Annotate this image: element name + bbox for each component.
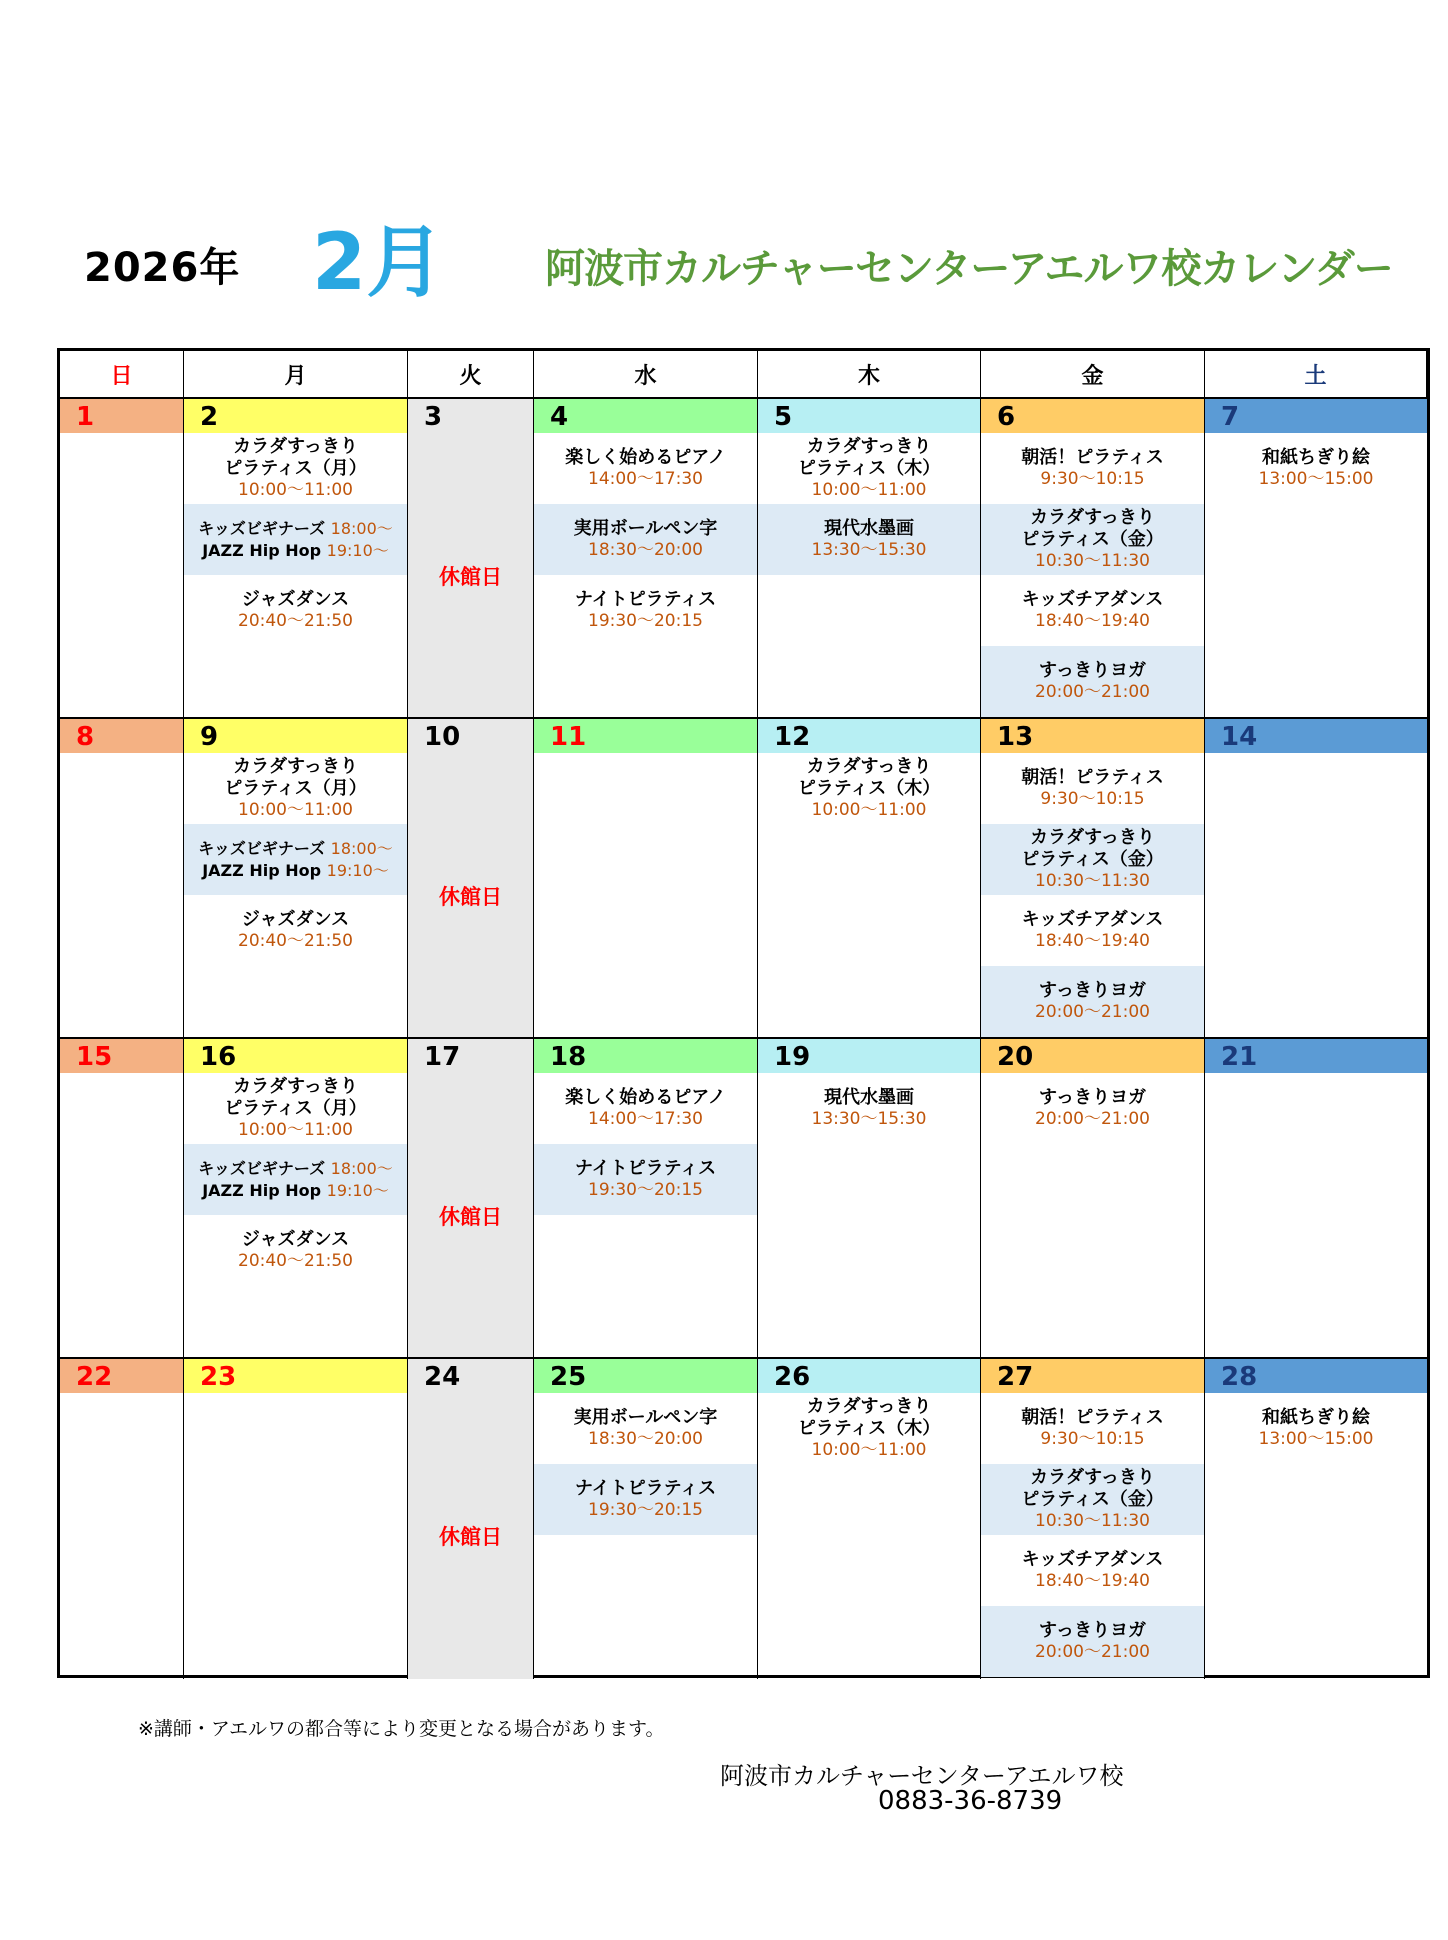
day-cell [184,1039,408,1359]
event-name: 朝活！ピラティス [1021,447,1164,468]
day-number: 10 [424,722,461,752]
event-name: 実用ボールペン字 [573,518,718,539]
event-name: ナイトピラティス [574,1478,717,1499]
event-time: 20:00～21:00 [1035,1109,1150,1129]
day-cell [408,1359,534,1679]
event-time: 14:00～17:30 [588,1109,703,1129]
day-cell [981,399,1205,719]
event-time: 20:40～21:50 [238,931,353,951]
closed-label: 休館日 [439,1205,502,1229]
event-time: 20:00～21:00 [1035,1642,1150,1662]
event-time: 9:30～10:15 [1040,789,1145,809]
day-cell [1205,1039,1427,1359]
event-time: 13:00～15:00 [1258,1429,1374,1449]
event-time: 10:00～11:00 [238,1120,353,1140]
day-cell [60,1039,184,1359]
event-name: カラダすっきり [806,436,932,457]
event-item [184,753,407,824]
event-item [534,1464,757,1535]
day-number: 7 [1205,399,1427,433]
day-number: 14 [1205,719,1427,753]
event-item [758,1073,980,1144]
event-name: ピラティス（月） [224,1098,367,1119]
event-line [198,838,393,860]
event-name: すっきりヨガ [1039,660,1146,681]
footer-phone: 0883-36-8739 [878,1786,1063,1816]
day-number: 18 [534,1039,757,1073]
event-item [981,966,1204,1037]
event-time: 10:00～11:00 [238,800,353,820]
event-time: 20:00～21:00 [1035,1002,1150,1022]
day-cell [408,1039,534,1359]
event-item [981,646,1204,717]
event-time: 18:40～19:40 [1035,1571,1150,1591]
day-number: 22 [60,1359,183,1393]
event-time: 10:00～11:00 [811,1440,927,1460]
event-name: カラダすっきり [1030,1467,1155,1488]
day-cell [534,399,758,719]
event-item [1205,1393,1427,1464]
day-number: 19 [758,1039,980,1073]
event-name: ピラティス（金） [1021,849,1164,870]
event-item [981,433,1204,504]
event-name: JAZZ Hip Hop [202,1180,322,1200]
event-time: 20:40～21:50 [238,611,353,631]
event-item [534,1144,757,1215]
event-name: 和紙ちぎり絵 [1262,1407,1370,1428]
event-line [198,518,393,540]
event-name: カラダすっきり [1030,507,1155,528]
event-name: 楽しく始めるピアノ [565,1087,726,1108]
event-name: すっきりヨガ [1039,1087,1146,1108]
event-item [184,824,407,895]
day-cell [758,399,981,719]
event-item [184,895,407,966]
event-name: カラダすっきり [233,756,358,777]
event-item [184,433,407,504]
day-number: 11 [534,719,757,753]
event-item [534,433,757,504]
calendar-year: 2026年 [84,245,241,291]
event-time: 10:30～11:30 [1035,551,1150,571]
event-name: 現代水墨画 [824,518,914,539]
day-number: 4 [534,399,757,433]
day-number: 28 [1205,1359,1427,1393]
day-number: 6 [981,399,1204,433]
event-line [198,1158,393,1180]
event-time: 10:30～11:30 [1035,871,1150,891]
day-number: 21 [1205,1039,1427,1073]
day-number: 2 [184,399,407,433]
day-number: 9 [184,719,407,753]
event-item [184,1144,407,1215]
footer-organization: 阿波市カルチャーセンターアエルワ校 [720,1762,1124,1790]
day-cell [534,1359,758,1679]
event-time: 9:30～10:15 [1040,469,1145,489]
event-name: ジャズダンス [241,589,350,610]
event-name: JAZZ Hip Hop [202,540,322,560]
closed-label: 休館日 [439,565,502,589]
weekday-header: 土 [1205,351,1427,399]
day-number: 27 [981,1359,1204,1393]
event-time: 13:30～15:30 [811,1109,927,1129]
event-time: 14:00～17:30 [588,469,703,489]
event-time: 10:30～11:30 [1035,1511,1150,1531]
weekday-header: 木 [758,351,981,399]
weekday-header: 日 [60,351,184,399]
event-item [534,1073,757,1144]
day-cell [981,1039,1205,1359]
event-name: 朝活！ピラティス [1021,767,1164,788]
event-name: カラダすっきり [806,756,932,777]
event-name: キッズチアダンス [1021,1549,1164,1570]
event-line [202,1180,389,1202]
event-time: 19:10～ [326,540,389,560]
day-cell [408,399,534,719]
calendar-grid [57,348,1430,1678]
day-cell [60,719,184,1039]
day-cell [408,719,534,1039]
event-item [184,1215,407,1286]
weekday-header: 金 [981,351,1205,399]
day-number: 12 [758,719,980,753]
event-time: 19:30～20:15 [588,611,703,631]
event-time: 18:00～ [330,838,393,858]
day-cell [758,1359,981,1679]
event-name: キッズビギナーズ [198,1158,326,1178]
event-time: 20:40～21:50 [238,1251,353,1271]
event-item [758,504,980,575]
event-name: キッズビギナーズ [198,838,326,858]
day-number: 17 [424,1042,461,1072]
day-number: 26 [758,1359,980,1393]
day-cell [981,1359,1205,1679]
event-name: ピラティス（金） [1021,1489,1164,1510]
event-name: ジャズダンス [241,909,350,930]
event-item [981,895,1204,966]
event-name: ピラティス（木） [797,1418,941,1439]
closed-label: 休館日 [439,885,502,909]
event-item [1205,433,1427,504]
event-name: ジャズダンス [241,1229,350,1250]
weekday-header: 火 [408,351,534,399]
event-name: 実用ボールペン字 [573,1407,718,1428]
event-name: JAZZ Hip Hop [202,860,322,880]
event-time: 20:00～21:00 [1035,682,1150,702]
event-time: 19:30～20:15 [588,1180,703,1200]
day-cell [184,1359,408,1679]
weekday-header: 月 [184,351,408,399]
event-name: キッズチアダンス [1021,589,1164,610]
event-name: ピラティス（月） [224,778,367,799]
day-number: 13 [981,719,1204,753]
day-number: 24 [424,1362,461,1392]
day-number: 5 [758,399,980,433]
event-time: 18:30～20:00 [588,1429,703,1449]
event-item [758,433,980,504]
event-time: 18:30～20:00 [588,540,703,560]
event-item [184,575,407,646]
event-item [981,1393,1204,1464]
event-time: 10:00～11:00 [811,480,927,500]
event-item [758,1393,980,1464]
day-cell [60,1359,184,1679]
day-number: 16 [184,1039,407,1073]
event-time: 19:10～ [326,860,389,880]
event-name: カラダすっきり [806,1396,932,1417]
closed-label: 休館日 [439,1525,502,1549]
event-time: 19:30～20:15 [588,1500,703,1520]
event-name: カラダすっきり [233,436,358,457]
day-number: 1 [60,399,183,433]
event-item [981,824,1204,895]
day-cell [184,399,408,719]
event-name: すっきりヨガ [1039,1620,1146,1641]
day-number: 8 [60,719,183,753]
event-time: 18:00～ [330,518,393,538]
day-cell [184,719,408,1039]
event-name: ピラティス（木） [797,778,941,799]
day-number: 15 [60,1039,183,1073]
day-cell [981,719,1205,1039]
event-time: 13:30～15:30 [811,540,927,560]
event-name: キッズビギナーズ [198,518,326,538]
day-cell [1205,399,1427,719]
event-name: カラダすっきり [233,1076,358,1097]
event-name: ピラティス（月） [224,458,367,479]
event-item [184,504,407,575]
footer-note: ※講師・アエルワの都合等により変更となる場合があります。 [138,1718,665,1740]
calendar-title: 阿波市カルチャーセンターアエルワ校カレンダー [545,246,1393,292]
day-cell [534,1039,758,1359]
event-line [202,540,389,562]
event-item [534,575,757,646]
day-number: 23 [184,1359,407,1393]
event-time: 18:40～19:40 [1035,611,1150,631]
event-time: 13:00～15:00 [1258,469,1374,489]
day-cell [60,399,184,719]
event-item [534,504,757,575]
event-item [981,504,1204,575]
event-item [981,1606,1204,1677]
event-item [758,753,980,824]
weekday-header: 水 [534,351,758,399]
day-cell [534,719,758,1039]
event-item [534,1393,757,1464]
event-name: ナイトピラティス [574,1158,717,1179]
event-name: すっきりヨガ [1039,980,1146,1001]
event-line [202,860,389,882]
event-name: カラダすっきり [1030,827,1155,848]
event-item [184,1073,407,1144]
calendar-month: 2月 [312,218,445,308]
event-name: 現代水墨画 [824,1087,914,1108]
day-cell [1205,719,1427,1039]
event-name: 和紙ちぎり絵 [1262,447,1370,468]
day-number: 20 [981,1039,1204,1073]
event-time: 10:00～11:00 [238,480,353,500]
event-time: 18:40～19:40 [1035,931,1150,951]
day-number: 3 [424,402,443,432]
event-name: ピラティス（木） [797,458,941,479]
event-name: 楽しく始めるピアノ [565,447,726,468]
event-item [981,575,1204,646]
day-cell [758,719,981,1039]
event-name: 朝活！ピラティス [1021,1407,1164,1428]
event-time: 19:10～ [326,1180,389,1200]
event-time: 9:30～10:15 [1040,1429,1145,1449]
event-item [981,1073,1204,1144]
event-time: 10:00～11:00 [811,800,927,820]
event-name: キッズチアダンス [1021,909,1164,930]
day-number: 25 [534,1359,757,1393]
event-time: 18:00～ [330,1158,393,1178]
event-item [981,753,1204,824]
event-item [981,1464,1204,1535]
day-cell [1205,1359,1427,1679]
event-item [981,1535,1204,1606]
event-name: ナイトピラティス [574,589,717,610]
day-cell [758,1039,981,1359]
event-name: ピラティス（金） [1021,529,1164,550]
